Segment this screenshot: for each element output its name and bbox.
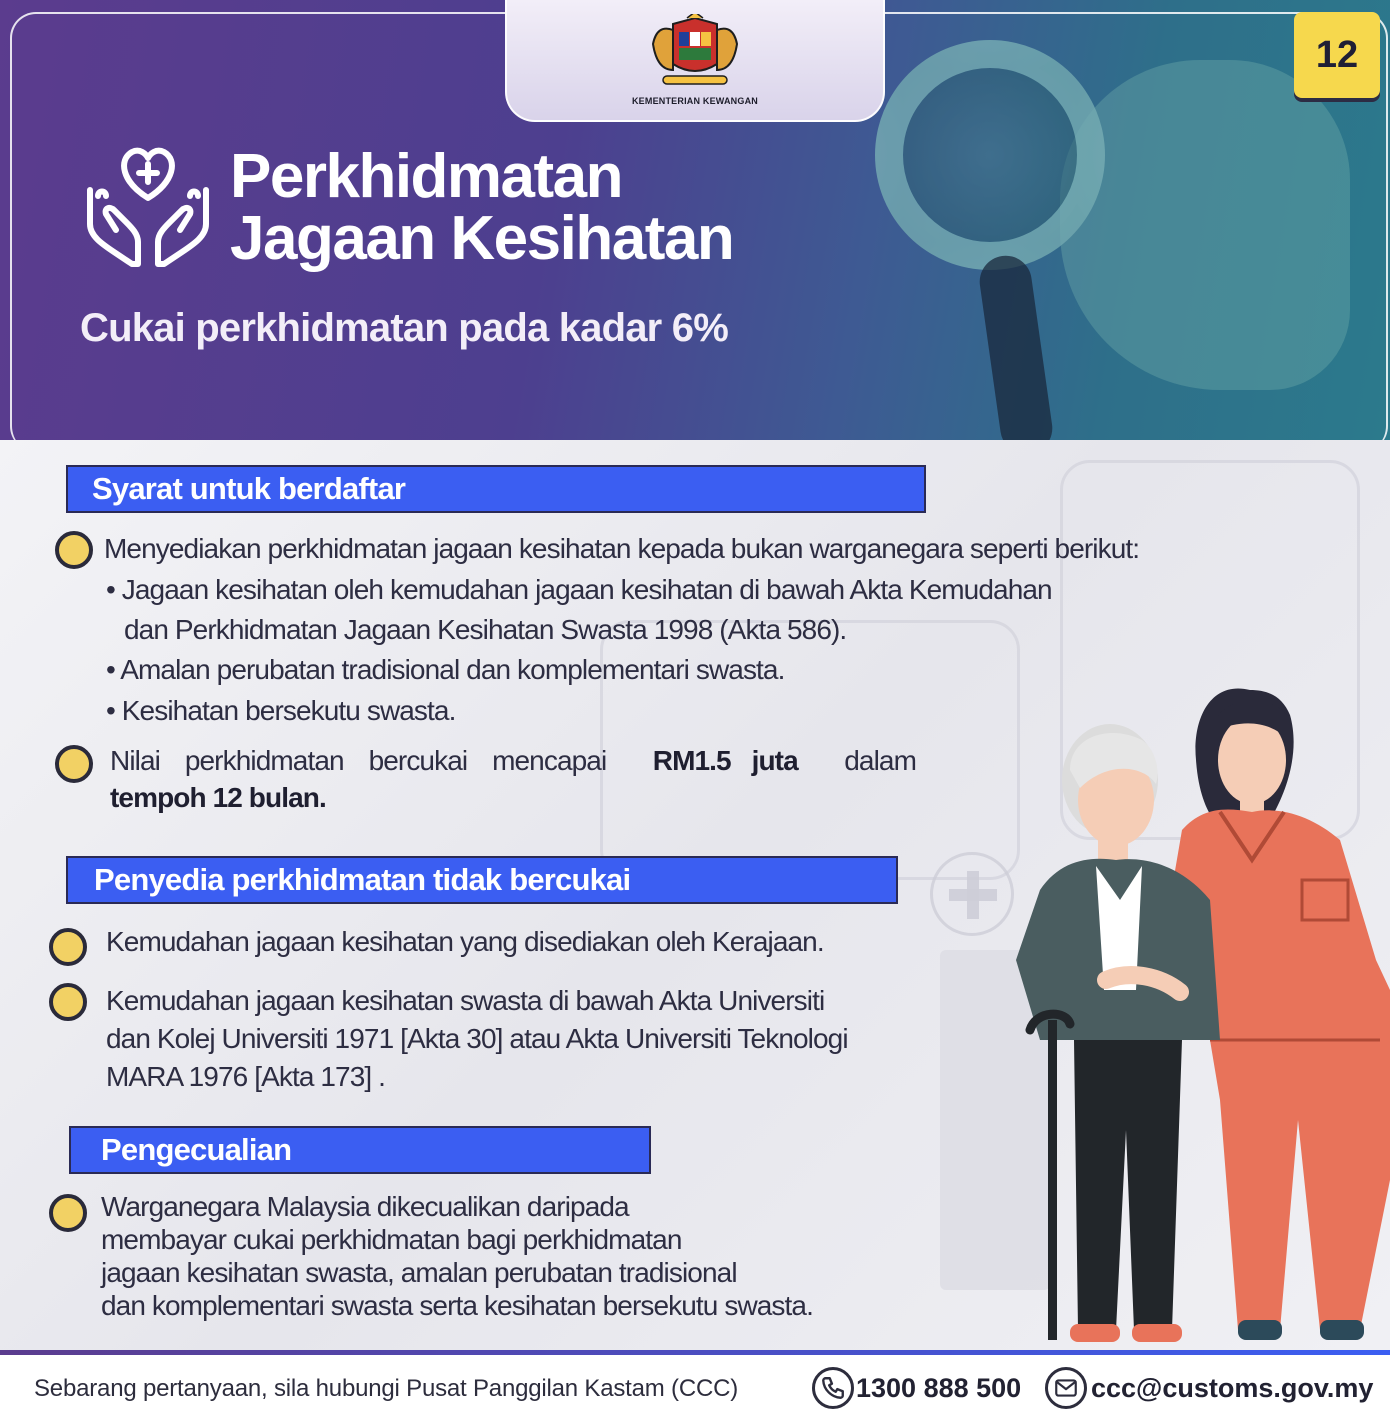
footer bbox=[0, 1355, 1390, 1426]
section-heading-exemption: Pengecualian bbox=[69, 1126, 651, 1174]
threshold-amount: RM1.5 juta bbox=[652, 745, 798, 776]
registration-item-2-line-2 bbox=[110, 778, 326, 818]
exemption-line-3: jagaan kesihatan swasta, amalan perubatan tradisional bbox=[101, 1257, 737, 1288]
page-title bbox=[230, 142, 734, 273]
healthcare-hands-heart-icon bbox=[82, 138, 214, 270]
title-line-2: Jagaan Kesihatan bbox=[230, 204, 734, 273]
nurse-elderly-illustration bbox=[920, 660, 1390, 1350]
section-heading-non-taxable: Penyedia perkhidmatan tidak bercukai bbox=[66, 856, 898, 904]
threshold-text: Nilai perkhidmatan bercukai mencapai bbox=[110, 745, 607, 776]
page-subtitle: Cukai perkhidmatan pada kadar 6% bbox=[80, 306, 728, 350]
exemption-line-4: dan komplementari swasta serta kesihatan bersekutu swasta. bbox=[101, 1290, 813, 1321]
registration-sub-2: • Amalan perubatan tradisional dan komplementari swasta. bbox=[106, 654, 785, 685]
registration-sub-3: • Kesihatan bersekutu swasta. bbox=[106, 695, 456, 726]
elderly-woman-figure bbox=[1016, 724, 1220, 1342]
ministry-name: KEMENTERIAN KEWANGAN bbox=[631, 96, 758, 106]
bullet-dot bbox=[49, 983, 87, 1021]
registration-item-1: Menyediakan perkhidmatan jagaan kesihatan kepada bukan warganegara seperti berikut: bbox=[104, 533, 1140, 564]
coat-of-arms-icon bbox=[643, 14, 747, 92]
title-line-1: Perkhidmatan bbox=[230, 142, 623, 211]
non-taxable-item-2-line-1: Kemudahan jagaan kesihatan swasta di bawah Akta Universiti bbox=[106, 985, 825, 1016]
header-banner bbox=[0, 0, 1390, 440]
registration-item-2-line-1 bbox=[110, 741, 916, 781]
section-heading-registration: Syarat untuk berdaftar bbox=[66, 465, 926, 513]
non-taxable-item-2-line-2: dan Kolej Universiti 1971 [Akta 30] atau Akta Universiti Teknologi bbox=[106, 1023, 848, 1054]
bullet-dot bbox=[55, 745, 93, 783]
bullet-dot bbox=[55, 531, 93, 569]
non-taxable-item-2-line-3: MARA 1976 [Akta 173] . bbox=[106, 1061, 386, 1092]
bullet-dot bbox=[49, 928, 87, 966]
threshold-period: tempoh 12 bulan. bbox=[110, 782, 326, 813]
footer-phone-number[interactable]: 1300 888 500 bbox=[856, 1373, 1022, 1403]
exemption-line-2: membayar cukai perkhidmatan bagi perkhidmatan bbox=[101, 1224, 682, 1255]
registration-sub-1-line-2: dan Perkhidmatan Jagaan Kesihatan Swasta 1998 (Akta 586). bbox=[124, 614, 847, 645]
mail-icon bbox=[1045, 1367, 1087, 1409]
bullet-dot bbox=[49, 1194, 87, 1232]
footer-contact-text: Sebarang pertanyaan, sila hubungi Pusat Panggilan Kastam (CCC) bbox=[34, 1375, 739, 1402]
page-number-badge: 12 bbox=[1294, 12, 1380, 98]
registration-sub-1-line-1: • Jagaan kesihatan oleh kemudahan jagaan kesihatan di bawah Akta Kemudahan bbox=[106, 574, 1052, 605]
exemption-line-1: Warganegara Malaysia dikecualikan daripada bbox=[101, 1191, 629, 1222]
phone-icon bbox=[812, 1367, 854, 1409]
threshold-text-2: dalam bbox=[844, 745, 916, 776]
footer-email-address[interactable]: ccc@customs.gov.my bbox=[1091, 1373, 1374, 1403]
non-taxable-item-1: Kemudahan jagaan kesihatan yang disediakan oleh Kerajaan. bbox=[106, 926, 824, 957]
